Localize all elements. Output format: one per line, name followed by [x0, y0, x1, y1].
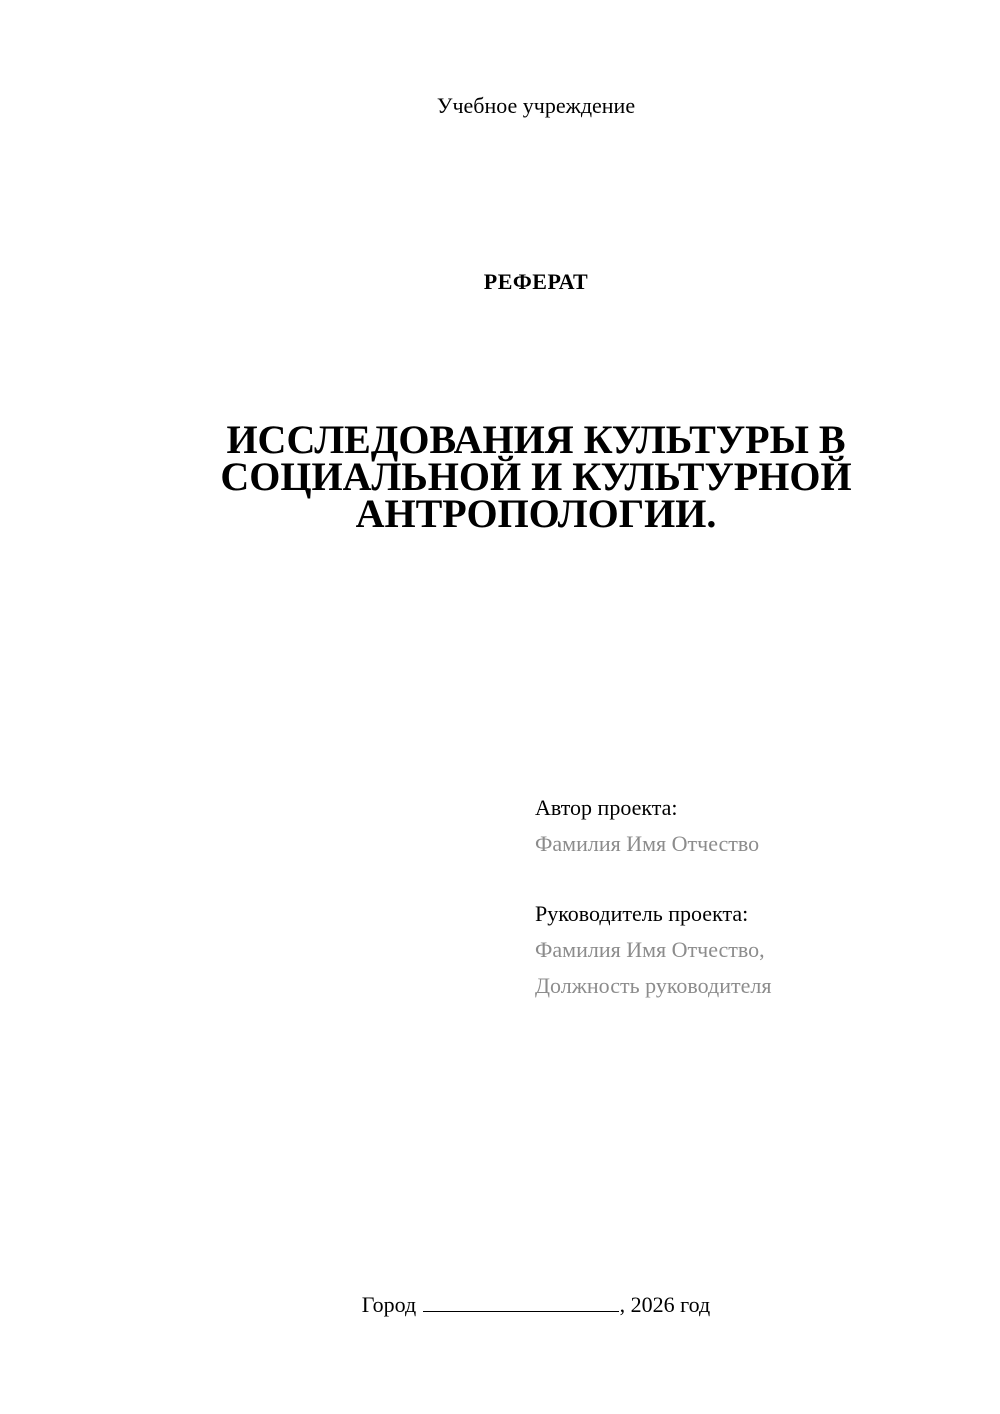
year-text: , 2026 год: [619, 1292, 711, 1317]
supervisor-position: Должность руководителя: [535, 973, 772, 998]
city-year-line: [0, 1291, 1000, 1318]
city-blank-line: [423, 1291, 619, 1312]
author-label: Автор проекта:: [535, 795, 678, 820]
supervisor-label: Руководитель проекта:: [535, 901, 749, 926]
author-name: Фамилия Имя Отчество: [535, 831, 760, 856]
document-type: РЕФЕРАТ: [483, 269, 589, 294]
supervisor-block: [535, 896, 975, 1004]
document-title-line: СОЦИАЛЬНОЙ И КУЛЬТУРНОЙ: [220, 454, 852, 499]
document-title: [200, 417, 872, 536]
city-label: Город: [361, 1292, 417, 1317]
institution-name: Учебное учреждение: [436, 93, 636, 118]
document-title-line: ИССЛЕДОВАНИЯ КУЛЬТУРЫ В: [226, 417, 846, 462]
author-block: [535, 790, 975, 862]
document-title-line: АНТРОПОЛОГИИ.: [355, 491, 717, 536]
supervisor-name: Фамилия Имя Отчество,: [535, 937, 765, 962]
